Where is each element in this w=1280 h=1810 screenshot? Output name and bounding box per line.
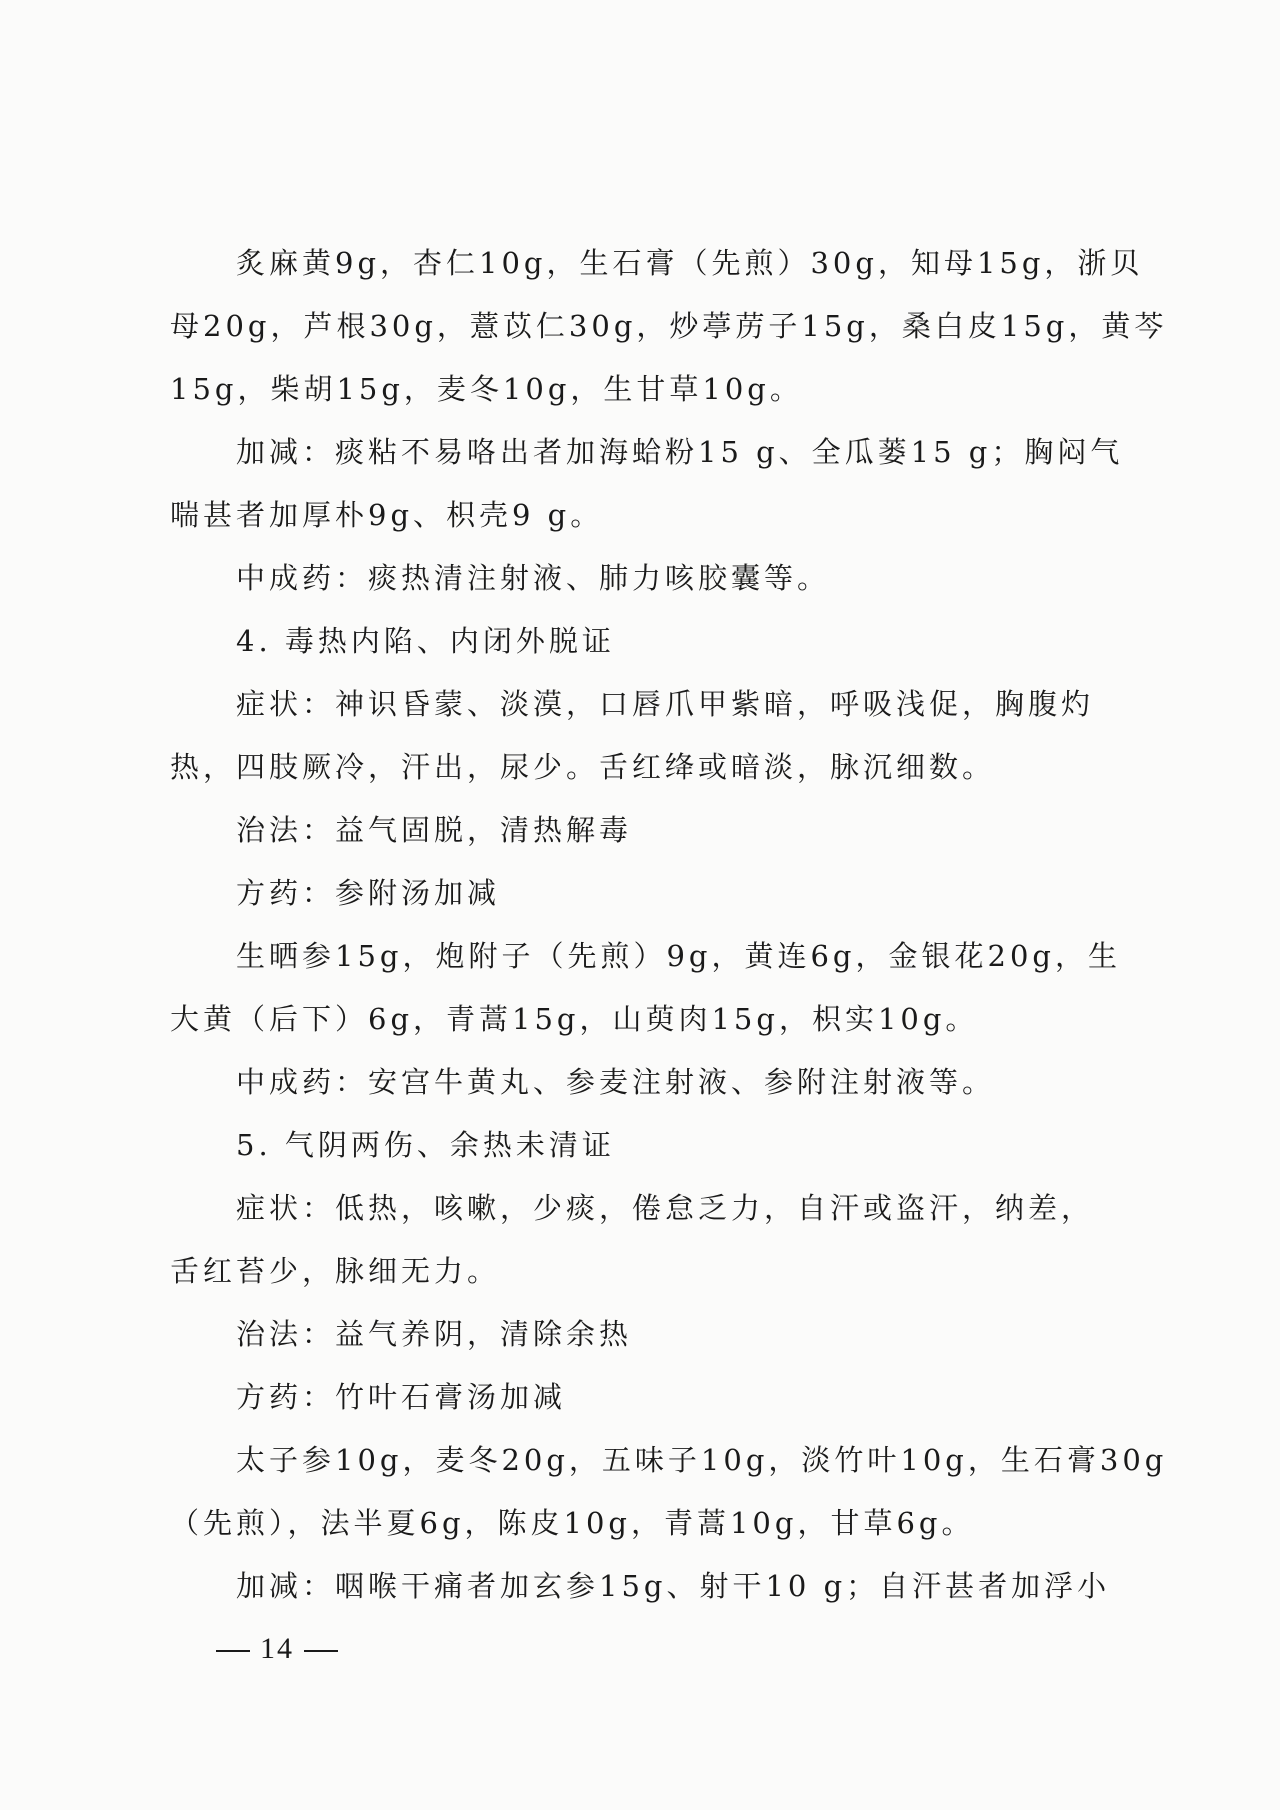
text-line: 中成药：痰热清注射液、肺力咳胶囊等。: [236, 561, 831, 595]
text-line: 症状：神识昏蒙、淡漠，口唇爪甲紫暗，呼吸浅促，胸腹灼: [236, 687, 1095, 721]
text-line: 治法：益气养阴，清除余热: [236, 1317, 633, 1351]
dash-right: [304, 1650, 338, 1652]
text-line: 太子参10g，麦冬20g，五味子10g，淡竹叶10g，生石膏30g: [236, 1443, 1168, 1477]
text-line: 舌红苔少，脉细无力。: [170, 1254, 501, 1288]
text-line: 症状：低热，咳嗽，少痰，倦怠乏力，自汗或盗汗，纳差，: [236, 1191, 1095, 1225]
section-heading: 4. 毒热内陷、内闭外脱证: [236, 624, 615, 658]
dash-left: [216, 1650, 250, 1652]
text-line: 15g，柴胡15g，麦冬10g，生甘草10g。: [170, 372, 803, 406]
text-line: 加减：咽喉干痛者加玄参15g、射干10 g；自汗甚者加浮小: [236, 1569, 1111, 1603]
page-number: 14: [260, 1632, 294, 1665]
document-body: [170, 232, 1168, 1618]
text-line: （先煎），法半夏6g，陈皮10g，青蒿10g，甘草6g。: [170, 1506, 975, 1540]
text-line: 治法：益气固脱，清热解毒: [236, 813, 633, 847]
text-line: 炙麻黄9g，杏仁10g，生石膏（先煎）30g，知母15g，浙贝: [236, 246, 1144, 280]
text-line: 喘甚者加厚朴9g、枳壳9 g。: [170, 498, 604, 532]
text-line: 生晒参15g，炮附子（先煎）9g，黄连6g，金银花20g，生: [236, 939, 1121, 973]
text-line: 中成药：安宫牛黄丸、参麦注射液、参附注射液等。: [236, 1065, 996, 1099]
text-line: 方药：参附汤加减: [236, 876, 501, 910]
text-line: 热，四肢厥冷，汗出，尿少。舌红绛或暗淡，脉沉细数。: [170, 750, 996, 784]
section-heading: 5. 气阴两伤、余热未清证: [236, 1128, 615, 1162]
text-line: 大黄（后下）6g，青蒿15g，山萸肉15g，枳实10g。: [170, 1002, 979, 1036]
text-line: 加减：痰粘不易咯出者加海蛤粉15 g、全瓜蒌15 g；胸闷气: [236, 435, 1124, 469]
text-line: 方药：竹叶石膏汤加减: [236, 1380, 567, 1414]
page-footer: [206, 1632, 348, 1666]
text-line: 母20g，芦根30g，薏苡仁30g，炒葶苈子15g，桑白皮15g，黄芩: [170, 309, 1168, 343]
